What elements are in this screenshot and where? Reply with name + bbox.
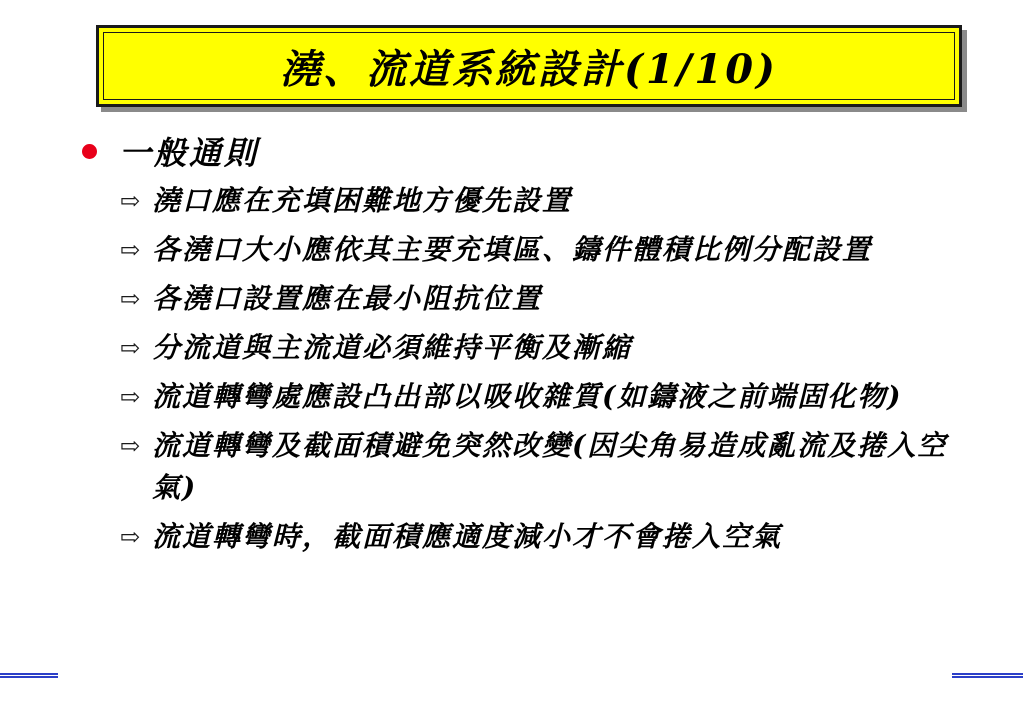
- right-arrow-icon: ⇨: [120, 334, 143, 362]
- list-item-text: 分流道與主流道必須維持平衡及漸縮: [152, 331, 633, 364]
- title-box: [96, 25, 962, 107]
- list-item: [120, 376, 970, 418]
- list-item-text: 各澆口設置應在最小阻抗位置: [152, 282, 543, 315]
- list-item: [120, 229, 970, 271]
- level1-bullet: [82, 128, 259, 174]
- list-item-text: 流道轉彎處應設凸出部以吸收雜質(如鑄液之前端固化物): [152, 380, 903, 413]
- red-dot-icon: [82, 144, 97, 159]
- list-item: [120, 278, 970, 320]
- right-arrow-icon: ⇨: [120, 432, 143, 460]
- footer-rule-left: [0, 673, 58, 678]
- section-heading: 一般通則: [119, 134, 260, 172]
- right-arrow-icon: ⇨: [120, 523, 143, 551]
- list-item: [120, 327, 970, 369]
- list-item-text: 流道轉彎時，截面積應適度減小才不會捲入空氣: [152, 520, 783, 553]
- right-arrow-icon: ⇨: [120, 285, 143, 313]
- list-item-text: 澆口應在充填困難地方優先設置: [152, 184, 573, 217]
- right-arrow-icon: ⇨: [120, 383, 143, 411]
- slide-title: 澆、流道系統設計(1/10): [280, 45, 778, 93]
- list-item: [120, 425, 970, 509]
- list-item: [120, 180, 970, 222]
- footer-rule-right: [952, 673, 1023, 678]
- list-item-text: 各澆口大小應依其主要充填區、鑄件體積比例分配設置: [152, 233, 873, 266]
- right-arrow-icon: ⇨: [120, 236, 143, 264]
- list-item-text: 流道轉彎及截面積避免突然改變(因尖角易造成亂流及捲入空氣): [152, 429, 948, 504]
- right-arrow-icon: ⇨: [120, 187, 143, 215]
- list-item: [120, 516, 970, 558]
- bullet-list: [120, 180, 970, 565]
